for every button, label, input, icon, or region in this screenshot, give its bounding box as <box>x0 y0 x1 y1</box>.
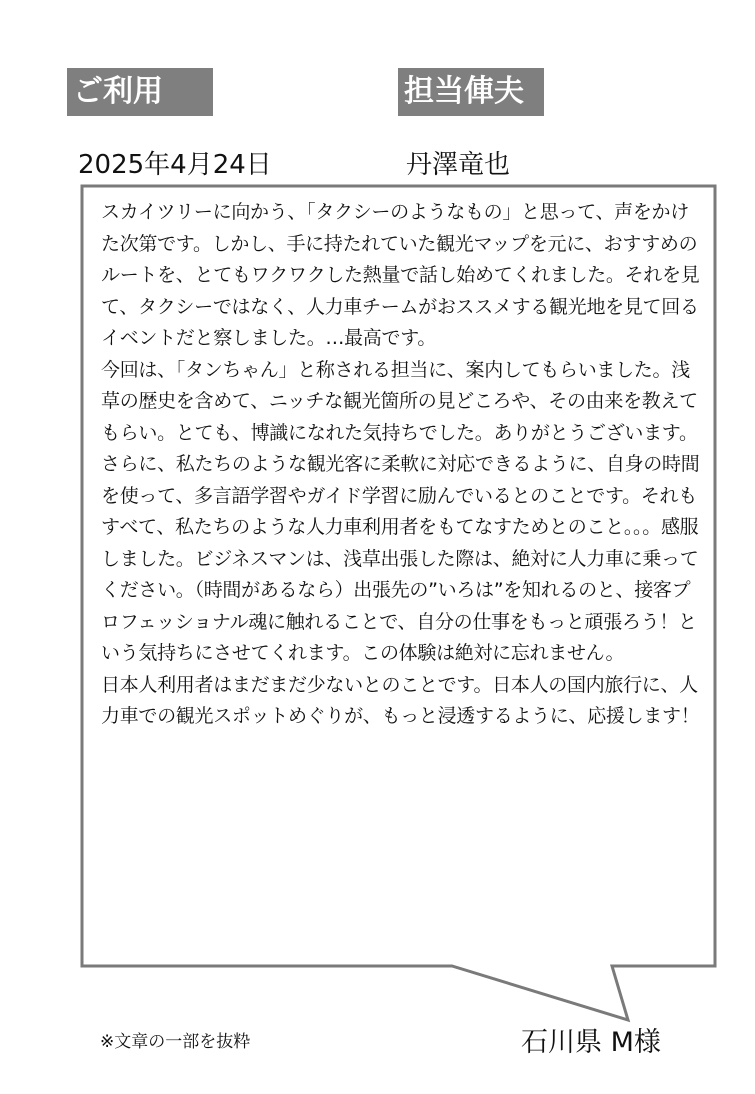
review-paragraph: 日本人利用者はまだまだ少ないとのことです。日本人の国内旅行に、人力車での観光スポットめぐりが、もっと浸透するように、応援します！ <box>101 673 700 727</box>
excerpt-note: ※文章の一部を抜粋 <box>100 1032 251 1052</box>
customer-name: 石川県 M様 <box>521 1027 661 1058</box>
usage-date: 2025年4月24日 <box>78 150 272 180</box>
usage-date-label: ご利用 <box>67 68 213 116</box>
review-paragraph: スカイツリーに向かう、「タクシーのようなもの」と思って、声をかけた次第です。しかし、手に持たれていた観光マップを元に、おすすめのルートを、とてもワクワクした熱量で話し始めてくれました。それを見て、タクシーではなく、人力車チームがおススメする観光地を見て回るイベントだと察しました。…最高です。 <box>101 201 700 349</box>
review-paragraph: 今回は、「タンちゃん」と称される担当に、案内してもらいました。浅草の歴史を含めて、ニッチな観光箇所の見どころや、その由来を教えてもらい。とても、博識になれた気持ちでした。ありがとうございます。 <box>101 358 698 444</box>
review-text <box>101 197 705 733</box>
review-paragraph: さらに、私たちのような観光客に柔軟に対応できるように、自身の時間を使って、多言語学習やガイド学習に励んでいるとのことです。それもすべて、私たちのような人力車利用者をもてなすためとのこと。。。感服しました。ビジネスマンは、浅草出張した際は、絶対に人力車に乗ってください。（時間があるなら）出張先の”いろは”を知れるのと、接客プロフェッショナル魂に触れることで、自分の仕事をもっと頑張ろう！という気持ちにさせてくれます。この体験は絶対に忘れません。 <box>101 453 700 664</box>
staff-name: 丹澤竜也 <box>406 150 511 180</box>
staff-label: 担当俥夫 <box>398 68 544 116</box>
